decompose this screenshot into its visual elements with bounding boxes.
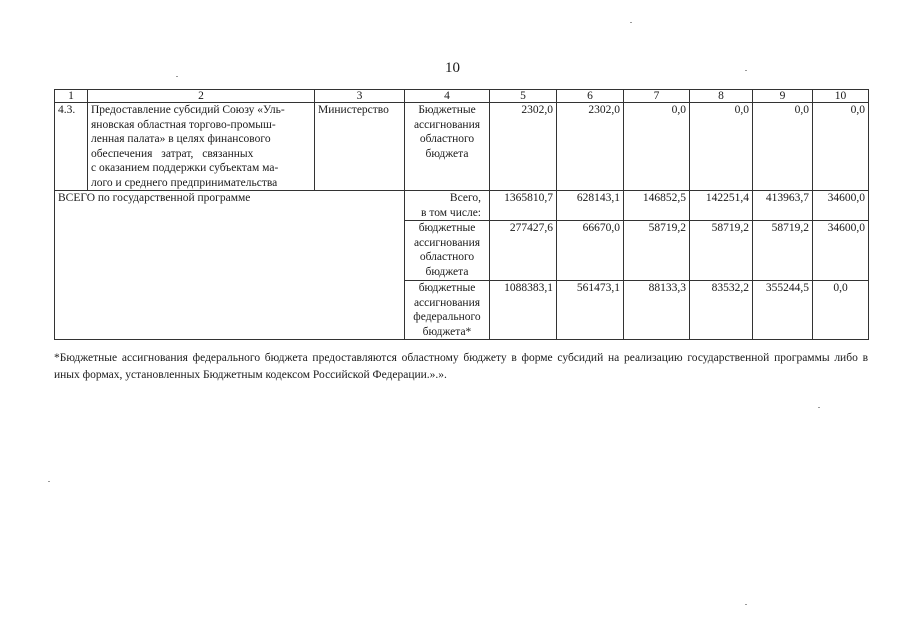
source-line: бюджета: [425, 147, 469, 160]
value-cell: 58719,2: [690, 221, 753, 281]
value-cell: 83532,2: [690, 281, 753, 340]
column-header: 4: [405, 90, 490, 103]
footnote: *Бюджетные ассигнования федерального бюджета предоставляются областному бюджету в форме субсидий на реализацию государственной программы либо в иных формах, установленных Бюджетным кодексом Российской Федерации.».».: [54, 352, 868, 381]
source-line: ассигнования: [413, 118, 481, 131]
value-cell: 2302,0: [490, 103, 557, 191]
value-cell: 355244,5: [753, 281, 813, 340]
column-header: 8: [690, 90, 753, 103]
source-line: областного: [419, 251, 475, 263]
column-header: 5: [490, 90, 557, 103]
source-line: федерального: [413, 311, 481, 323]
column-header: 1: [55, 90, 88, 103]
source-line: в том числе:: [421, 206, 481, 219]
description-line: ленная палата» в целях финансового: [91, 133, 271, 145]
column-header: 10: [813, 90, 869, 103]
scan-speck: [176, 76, 178, 77]
value-cell: 34600,0: [813, 191, 869, 221]
table-header-row: [55, 90, 869, 103]
value-cell: 277427,6: [490, 221, 557, 281]
row-description: [88, 103, 315, 191]
column-header: 7: [624, 90, 690, 103]
table-row-total: [55, 191, 869, 221]
value-cell: 146852,5: [624, 191, 690, 221]
value-cell: 58719,2: [624, 221, 690, 281]
value-cell: 0,0: [813, 103, 869, 191]
source-line: ассигнования: [413, 296, 481, 309]
value-cell: 561473,1: [557, 281, 624, 340]
description-line: Предоставление субсидий Союзу «Уль-: [91, 104, 285, 116]
scan-speck: [745, 604, 747, 605]
description-line: обеспечения затрат, связанных: [91, 147, 254, 160]
description-line: с оказанием поддержки субъектам ма-: [91, 162, 279, 174]
description-line: яновская областная торгово-промыш-: [91, 118, 276, 131]
value-cell: 0,0: [690, 103, 753, 191]
value-cell: 34600,0: [813, 221, 869, 281]
page-number: 10: [445, 60, 460, 76]
table-row: [55, 103, 869, 191]
source-line: Всего,: [449, 192, 481, 204]
value-cell: 142251,4: [690, 191, 753, 221]
description-line: лого и среднего предпринимательства: [91, 176, 278, 189]
column-header: 3: [315, 90, 405, 103]
value-cell: 66670,0: [557, 221, 624, 281]
value-cell: 0,0: [753, 103, 813, 191]
source-line: бюджета: [425, 265, 469, 278]
column-header: 6: [557, 90, 624, 103]
row-number: 4.3.: [55, 103, 88, 191]
value-cell: 0,0: [813, 281, 869, 340]
row-source: [405, 221, 490, 281]
budget-table: [54, 89, 869, 340]
source-line: бюджетные: [418, 282, 476, 294]
source-line: бюджета*: [422, 325, 472, 338]
source-line: ассигнования: [413, 236, 481, 249]
row-executor: Министерство: [315, 103, 405, 191]
value-cell: 1088383,1: [490, 281, 557, 340]
column-header: 2: [88, 90, 315, 103]
row-source: [405, 281, 490, 340]
row-source: [405, 103, 490, 191]
value-cell: 628143,1: [557, 191, 624, 221]
column-header: 9: [753, 90, 813, 103]
value-cell: 88133,3: [624, 281, 690, 340]
scan-speck: [818, 407, 820, 408]
value-cell: 413963,7: [753, 191, 813, 221]
scan-speck: [630, 22, 632, 23]
row-source: [405, 191, 490, 221]
value-cell: 0,0: [624, 103, 690, 191]
source-line: Бюджетные: [418, 104, 476, 116]
source-line: бюджетные: [418, 222, 476, 234]
value-cell: 2302,0: [557, 103, 624, 191]
scan-speck: [48, 481, 50, 482]
source-line: областного: [419, 133, 475, 145]
scan-speck: [745, 70, 747, 71]
value-cell: 58719,2: [753, 221, 813, 281]
total-label: ВСЕГО по государственной программе: [55, 191, 405, 340]
value-cell: 1365810,7: [490, 191, 557, 221]
